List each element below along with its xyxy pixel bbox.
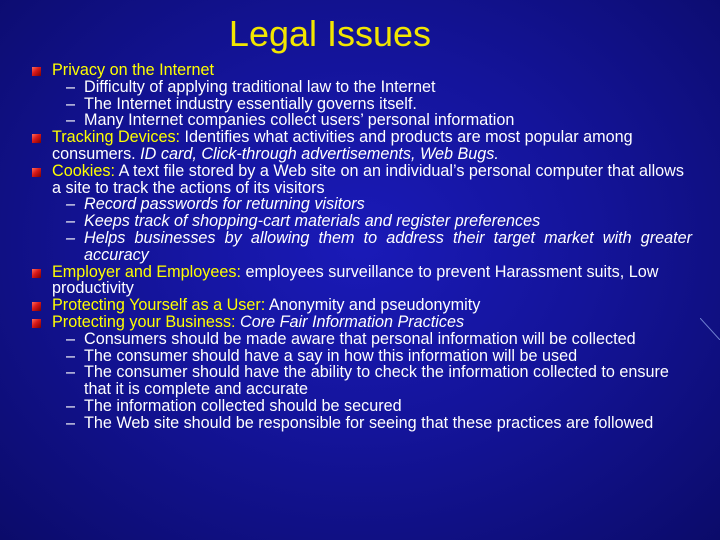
sub-bullet-text: Difficulty of applying traditional law to the Internet <box>84 77 436 96</box>
bullet-user-text: Anonymity and pseudonymity <box>265 296 481 315</box>
bullet-tracking <box>32 129 692 163</box>
bullet-business <box>32 314 692 331</box>
sub-bullet <box>32 112 692 129</box>
red-square-bullet-icon <box>32 168 41 177</box>
sub-bullet-text: The Web site should be responsible for seeing that these practices are followed <box>84 413 654 432</box>
sub-bullet <box>32 331 692 348</box>
sub-bullet <box>32 398 692 415</box>
dash-icon: – <box>66 413 76 432</box>
bullet-privacy <box>32 62 692 79</box>
bullet-tracking-text: Identifies what activities and products are most popular among consumers. <box>52 128 633 163</box>
sub-bullet <box>32 348 692 365</box>
bullet-tracking-examples: ID card, Click-through advertisements, Web Bugs. <box>140 144 499 163</box>
dash-icon: – <box>66 346 76 365</box>
bullet-employer <box>32 264 692 298</box>
sub-bullet <box>32 213 692 230</box>
slide-title: Legal Issues <box>228 13 432 54</box>
red-square-bullet-icon <box>32 67 41 76</box>
dash-icon: – <box>66 195 76 214</box>
red-square-bullet-icon <box>32 319 41 328</box>
bullet-privacy-label: Privacy on the Internet <box>52 61 214 79</box>
sub-bullet-text: Record passwords for returning visitors <box>84 195 365 214</box>
sub-bullet-text: The Internet industry essentially governs itself. <box>84 94 417 113</box>
sub-bullet-text: Consumers should be made aware that personal information will be collected <box>84 329 636 348</box>
slide-content <box>32 62 692 432</box>
sub-bullet <box>32 364 692 398</box>
red-square-bullet-icon <box>32 269 41 278</box>
bullet-business-label: Protecting your Business: <box>52 312 236 331</box>
bullet-user-label: Protecting Yourself as a User: <box>52 296 266 315</box>
red-square-bullet-icon <box>32 302 41 311</box>
sub-bullet <box>32 96 692 113</box>
dash-icon: – <box>66 329 76 348</box>
sub-bullet-text: Keeps track of shopping-cart materials and register preferences <box>84 212 541 231</box>
dash-icon: – <box>66 77 76 96</box>
bullet-cookies-label: Cookies: <box>52 161 115 180</box>
sub-bullet-text: Helps businesses by allowing them to address their target market with greater accuracy <box>84 228 692 264</box>
sub-bullet <box>32 79 692 96</box>
bullet-cookies-text: A text file stored by a Web site on an individual’s personal computer that allows a site to track the actions of its visitors <box>52 161 684 197</box>
dash-icon: – <box>66 212 76 231</box>
bullet-employer-text: employees surveillance to prevent Harassment suits, Low productivity <box>52 262 659 298</box>
dash-icon: – <box>66 363 76 382</box>
sub-bullet <box>32 196 692 213</box>
sub-bullet <box>32 415 692 432</box>
sub-bullet-text: The consumer should have the ability to check the information collected to ensure that it is complete and accurate <box>84 363 669 399</box>
sub-bullet-text: The information collected should be secured <box>84 396 402 415</box>
bullet-user <box>32 297 692 314</box>
red-square-bullet-icon <box>32 134 41 143</box>
decorative-line-icon <box>700 318 720 340</box>
bullet-tracking-label: Tracking Devices: <box>52 128 181 147</box>
dash-icon: – <box>66 228 76 247</box>
dash-icon: – <box>66 396 76 415</box>
bullet-cookies <box>32 163 692 197</box>
bullet-employer-label: Employer and Employees: <box>52 262 241 281</box>
sub-bullet-text: The consumer should have a say in how this information will be used <box>84 346 578 365</box>
dash-icon: – <box>66 94 76 113</box>
bullet-business-text: Core Fair Information Practices <box>235 312 465 331</box>
sub-bullet <box>32 230 692 264</box>
dash-icon: – <box>66 111 76 130</box>
sub-bullet-text: Many Internet companies collect users’ personal information <box>84 111 515 130</box>
